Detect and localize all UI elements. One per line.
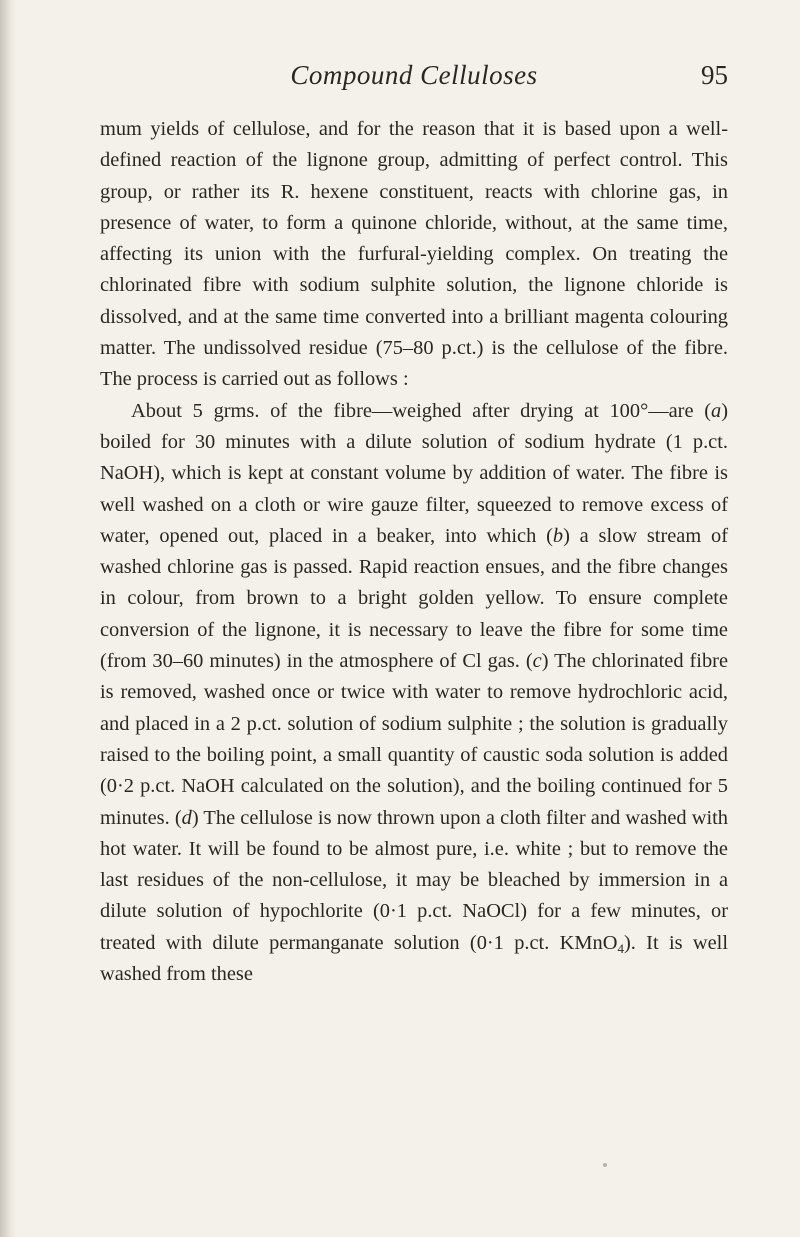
formula-subscript: 4 [617, 940, 624, 956]
step-marker-a: a [711, 399, 722, 422]
gutter-shadow [0, 0, 16, 1237]
page-header [100, 60, 728, 100]
paper-speck [603, 1163, 607, 1167]
paragraph-1: mum yields of cellulose, and for the reason that it is based upon a well-defined reaction of the lignone group, admitting of perfect control. This group, or rather its R. hexene constituent, reacts with chlorine gas, in presence of water, to form a quinone chloride, without, at the same time, affecting its union with the furfural-yielding complex. On treating the chlorinated fibre with sodium sulphite solution, the lignone chloride is dissolved, and at the same time converted into a brilliant magenta colouring matter. The undissolved residue (75–80 p.ct.) is the cellulose of the fibre. The process is carried out as follows : [100, 118, 728, 391]
step-marker-c: c [532, 650, 542, 673]
step-marker-b: b [552, 524, 564, 547]
text-run: ) boiled for 30 minutes with a dilute solution of sodium hydrate (1 p.ct. NaOH), which is kept at constant volume by addition of water. The fibre is well washed on a cloth or wire gauze filter, squeezed to remove excess of water, opened out, placed in a beaker, into which ( [100, 399, 728, 547]
page-number: 95 [701, 60, 728, 90]
text-run: ) a slow stream of washed chlorine gas is passed. Rapid reaction ensues, and the fibre changes in colour, from brown to a bright golden yellow. To ensure complete conversion of the lignone, it is necessary to leave the fibre for some time (from 30–60 minutes) in the atmosphere of Cl gas. ( [100, 524, 728, 673]
paragraph-2 [100, 396, 728, 991]
text-run: ) The chlorinated fibre is removed, washed once or twice with water to remove hydrochloric acid, and placed in a 2 p.ct. solution of sodium sulphite ; the solution is gradually raised to the boiling point, a small quantity of caustic soda solution is added (0·2 p.ct. NaOH calculated on the solution), and the boiling continued for 5 minutes. ( [100, 650, 728, 829]
text-run: ) The cellulose is now thrown upon a cloth filter and washed with hot water. It will be found to be almost pure, i.e. white ; but to remove the last residues of the non-cellulose, it may be bleached by immersion in a dilute solution of hypochlorite (0·1 p.ct. NaOCl) for a few minutes, or treated with dilute permanganate solution (0·1 p.ct. KMnO [100, 806, 728, 954]
body-text [100, 114, 728, 990]
running-head: Compound Celluloses [290, 60, 538, 90]
text-run: ). It is well washed from these [100, 931, 728, 986]
step-marker-d: d [181, 806, 192, 829]
text-run: About 5 grms. of the fibre—weighed after drying at 100°—are ( [131, 399, 711, 422]
